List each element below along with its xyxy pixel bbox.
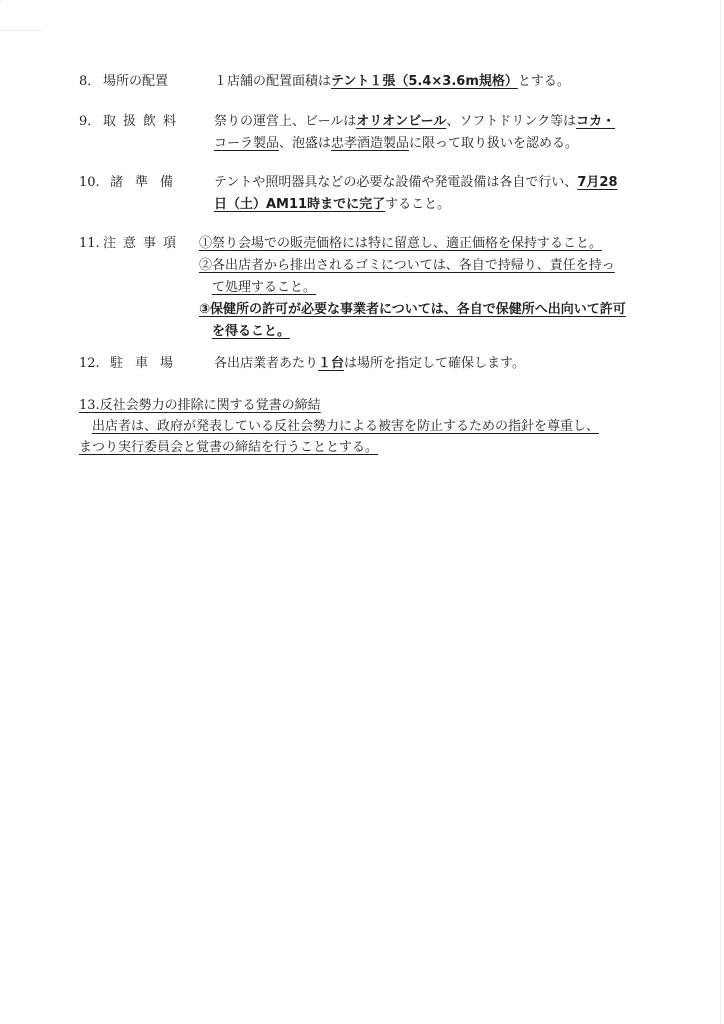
page-fold-mark	[0, 0, 61, 31]
item-number: 10.	[79, 175, 100, 190]
body-line-2	[214, 133, 615, 155]
section-13-title: 13.反社会勢力の排除に関する覚書の締結	[79, 398, 321, 413]
caution-point-3: ③保健所の許可が必要な事業者については、各自で保健所へ出向いて許可	[199, 302, 626, 317]
item-label: 諸準備	[110, 175, 186, 190]
item-label: 取扱飲料	[103, 114, 184, 129]
item-body	[214, 353, 525, 375]
item-body	[214, 172, 618, 216]
body-line-1	[214, 111, 615, 133]
text-segment: 祭りの運営上、ビールは	[214, 114, 357, 129]
item-number: 11.	[79, 236, 100, 251]
text-segment: 、泡盛は	[279, 136, 332, 151]
item-body	[214, 71, 570, 93]
text-segment-underlined: 忠孝酒造製品	[331, 136, 410, 151]
caution-point-1: ①祭り会場での販売価格には特に留意し、適正価格を保持すること。	[199, 236, 603, 251]
text-segment-underlined: コーラ製品	[214, 136, 280, 151]
text-segment: に限って取り扱いを認める。	[409, 136, 579, 151]
text-segment-emphasis: コカ・	[576, 114, 616, 129]
text-segment-emphasis: １台	[318, 356, 345, 371]
body-line-2	[214, 194, 618, 216]
section-13	[79, 395, 599, 458]
body-line-1	[214, 172, 618, 194]
item-body	[214, 111, 615, 155]
item-number: 9．	[79, 114, 101, 129]
text-segment-emphasis: テント１張（5.4×3.6m規格）	[331, 74, 518, 89]
item-label: 場所の配置	[103, 74, 169, 89]
item-label: 注意事項	[103, 236, 184, 251]
item-body	[199, 233, 626, 343]
text-segment: １店舗の配置面積は	[214, 74, 332, 89]
text-segment: 各出店業者あたり	[214, 356, 319, 371]
scan-edge	[720, 0, 721, 1024]
text-segment: 、ソフトドリンク等は	[446, 114, 577, 129]
item-number: 12.	[79, 356, 100, 371]
text-segment: すること。	[385, 197, 451, 212]
item-label: 駐車場	[110, 356, 186, 371]
section-13-line-1: 出店者は、政府が発表している反社会勢力による被害を防止するための指針を尊重し、	[92, 419, 600, 434]
caution-point-3-cont: を得ること。	[212, 324, 291, 339]
caution-point-2-cont: て処理すること。	[212, 280, 317, 295]
section-13-line-2: まつり実行委員会と覚書の締結を行うこととする。	[79, 440, 379, 455]
text-segment: とする。	[517, 74, 570, 89]
text-segment: は場所を指定して確保します。	[344, 356, 525, 371]
caution-point-2: ②各出店者から排出されるゴミについては、各自で持帰り、責任を持っ	[199, 258, 615, 273]
text-segment-emphasis: オリオンビール	[356, 114, 447, 129]
text-segment-emphasis: 日（土）AM11時までに完了	[214, 197, 386, 212]
text-segment: テントや照明器具などの必要な設備や発電設備は各自で行い、	[214, 175, 578, 190]
item-number: 8．	[79, 74, 101, 89]
text-segment-emphasis: 7月28	[577, 175, 618, 190]
